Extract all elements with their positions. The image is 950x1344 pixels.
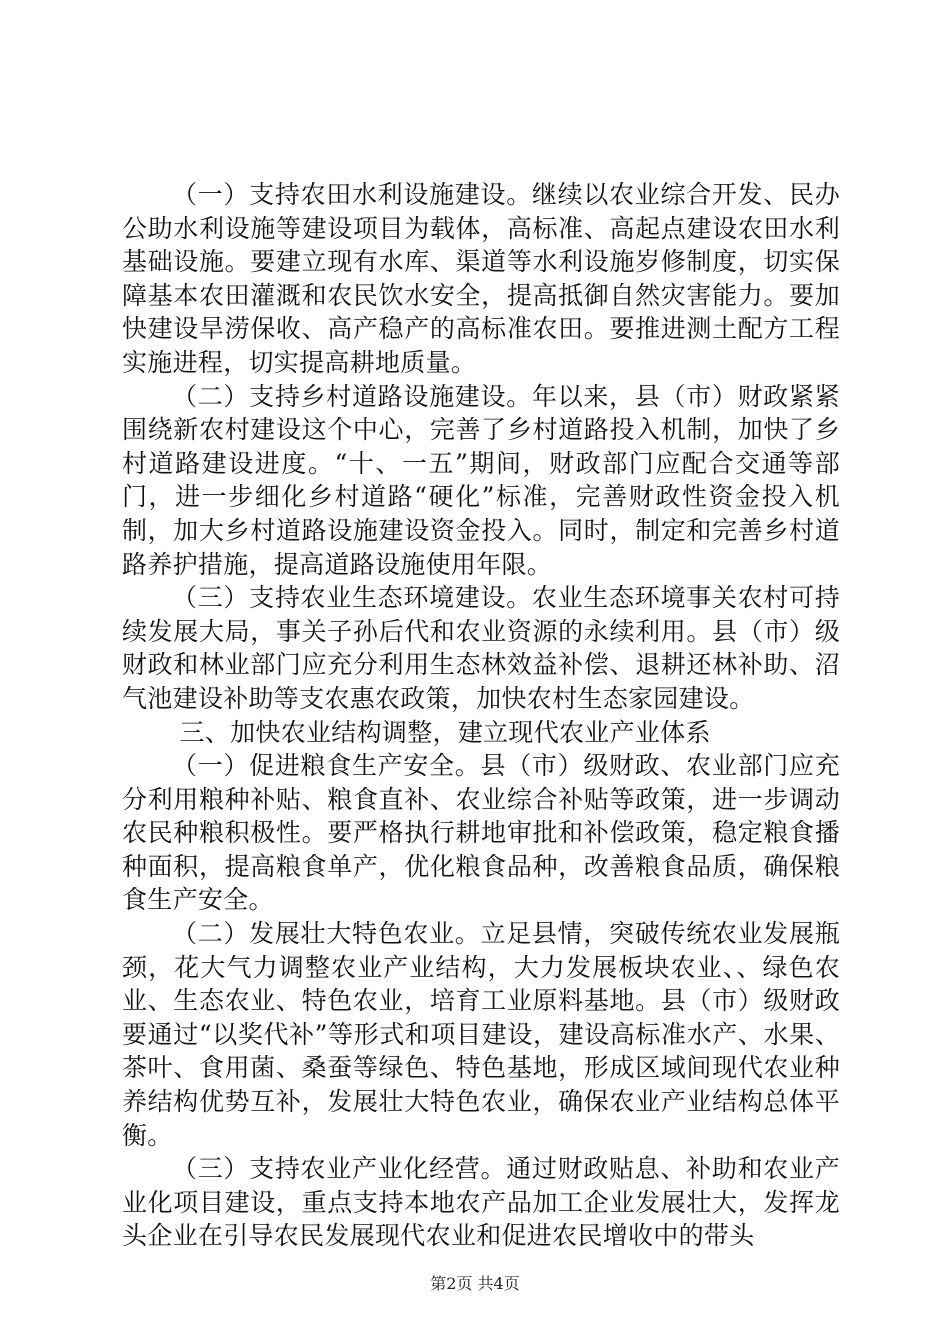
paragraph-eco-environment: （三）支持农业生态环境建设。农业生态环境事关农村可持续发展大局，事关子孙后代和农业资源的永续利用。县（市）级财政和林业部门应充分利用生态林效益补偿、退耕还林补助、沼气池建设补助等支农惠农政策，加快农村生态家园建设。 <box>122 583 840 713</box>
section-heading-structure-adjustment: 三、加快农业结构调整，建立现代农业产业体系 <box>179 717 711 747</box>
document-body <box>122 178 840 1253</box>
paragraph-grain-security: （一）促进粮食生产安全。县（市）级财政、农业部门应充分利用粮种补贴、粮食直补、农业综合补贴等政策，进一步调动农民种粮积极性。要严格执行耕地审批和补偿政策，稳定粮食播种面积，提高粮食单产，优化粮食品种，改善粮食品质，确保粮食生产安全。 <box>122 751 840 915</box>
paragraph-rural-roads: （二）支持乡村道路设施建设。年以来，县（市）财政紧紧围绕新农村建设这个中心，完善了乡村道路投入机制，加快了乡村道路建设进度。“十、一五”期间，财政部门应配合交通等部门，进一步细化乡村道路“硬化”标准，完善财政性资金投入机制，加大乡村道路设施建设资金投入。同时，制定和完善乡村道路养护措施，提高道路设施使用年限。 <box>122 381 840 579</box>
page-number-footer: 第2页 共4页 <box>430 1274 520 1293</box>
paragraph-industrialization: （三）支持农业产业化经营。通过财政贴息、补助和农业产业化项目建设，重点支持本地农产品加工企业发展壮大，发挥龙头企业在引导农民发展现代农业和促进农民增收中的带头 <box>122 1154 840 1251</box>
paragraph-farmland-irrigation: （一）支持农田水利设施建设。继续以农业综合开发、民办公助水利设施等建设项目为载体，高标准、高起点建设农田水利基础设施。要建立现有水库、渠道等水利设施岁修制度，切实保障基本农田灌溉和农民饮水安全，提高抵御自然灾害能力。要加快建设旱涝保收、高产稳产的高标准农田。要推进测土配方工程实施进程，切实提高耕地质量。 <box>122 180 840 377</box>
paragraph-specialty-agriculture: （二）发展壮大特色农业。立足县情，突破传统农业发展瓶颈，花大气力调整农业产业结构，大力发展板块农业、、绿色农业、生态农业、特色农业，培育工业原料基地。县（市）级财政要通过“以奖代补”等形式和项目建设，建设高标准水产、水果、茶叶、食用菌、桑蚕等绿色、特色基地，形成区域间现代农业种养结构优势互补，发展壮大特色农业，确保农业产业结构总体平衡。 <box>122 919 840 1150</box>
